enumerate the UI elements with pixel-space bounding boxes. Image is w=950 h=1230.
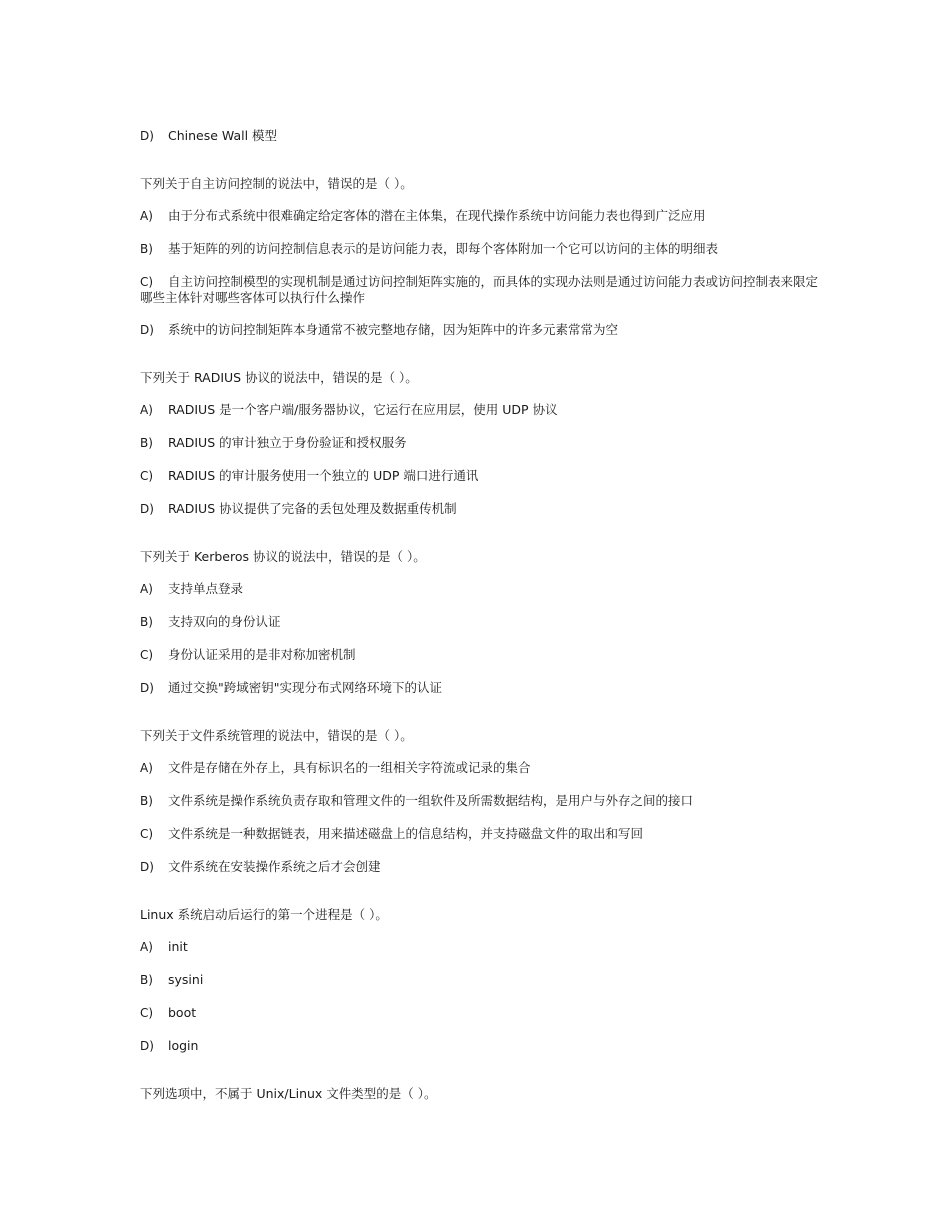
document-page	[140, 128, 820, 1118]
option-text: 文件系统是一种数据链表，用来描述磁盘上的信息结构，并支持磁盘文件的取出和写回	[168, 826, 644, 841]
option-letter: D)	[140, 681, 154, 695]
option-letter: C)	[140, 827, 154, 841]
option-c	[140, 468, 820, 484]
option-c	[140, 647, 820, 663]
question-stem: 下列关于文件系统管理的说法中，错误的是（ ）。	[140, 728, 413, 743]
option-letter: A)	[140, 209, 153, 223]
option-text: 系统中的访问控制矩阵本身通常不被完整地存储，因为矩阵中的许多元素常常为空	[168, 322, 619, 337]
option-text: Chinese Wall 模型	[168, 128, 278, 143]
question-block	[140, 549, 820, 696]
question-block	[140, 370, 820, 517]
option-b	[140, 614, 820, 630]
option-text: RADIUS 的审计独立于身份验证和授权服务	[168, 435, 407, 450]
option-a	[140, 581, 820, 597]
option-a	[140, 760, 820, 776]
option-letter: A)	[140, 582, 153, 596]
question-stem: 下列关于 Kerberos 协议的说法中，错误的是（ ）。	[140, 549, 426, 564]
option-a	[140, 939, 820, 955]
option-letter: B)	[140, 242, 153, 256]
option-text: 由于分布式系统中很难确定给定客体的潜在主体集，在现代操作系统中访问能力表也得到广泛应用	[168, 208, 706, 223]
option-text: sysini	[168, 972, 204, 987]
option-text: 基于矩阵的列的访问控制信息表示的是访问能力表，即每个客体附加一个它可以访问的主体的明细表	[168, 241, 719, 256]
option-b	[140, 793, 820, 809]
option-letter: B)	[140, 436, 153, 450]
option-text: init	[168, 939, 188, 954]
option-letter: D)	[140, 1039, 154, 1053]
option-letter: A)	[140, 761, 153, 775]
option-text: 文件是存储在外存上，具有标识名的一组相关字符流或记录的集合	[168, 760, 531, 775]
option-d	[140, 859, 820, 875]
option-letter: D)	[140, 129, 154, 143]
option-d	[140, 680, 820, 696]
question-stem: 下列关于 RADIUS 协议的说法中，错误的是（ ）。	[140, 370, 418, 385]
option-d	[140, 1038, 820, 1054]
option-c	[140, 274, 820, 306]
option-letter: C)	[140, 1006, 154, 1020]
option-text: 自主访问控制模型的实现机制是通过访问控制矩阵实施的，而具体的实现办法则是通过访问能力表或访问控制表来限定哪些主体针对哪些客体可以执行什么操作	[140, 274, 819, 305]
option-text: RADIUS 是一个客户端/服务器协议，它运行在应用层，使用 UDP 协议	[168, 402, 558, 417]
question-block	[140, 176, 820, 338]
option-text: RADIUS 协议提供了完备的丢包处理及数据重传机制	[168, 501, 457, 516]
option-text: 身份认证采用的是非对称加密机制	[168, 647, 356, 662]
option-letter: D)	[140, 860, 154, 874]
option-letter: C)	[140, 648, 154, 662]
question-block	[140, 1086, 820, 1102]
option-d	[140, 322, 820, 338]
option-text: RADIUS 的审计服务使用一个独立的 UDP 端口进行通讯	[168, 468, 479, 483]
option-letter: B)	[140, 973, 153, 987]
option-a	[140, 402, 820, 418]
question-stem: Linux 系统启动后运行的第一个进程是（ ）。	[140, 907, 388, 922]
option-letter: C)	[140, 469, 154, 483]
option-a	[140, 208, 820, 224]
option-letter: C)	[140, 275, 154, 289]
option-letter: A)	[140, 940, 153, 954]
option-text: 文件系统在安装操作系统之后才会创建	[168, 859, 381, 874]
option-text: 支持双向的身份认证	[168, 614, 281, 629]
option-letter: D)	[140, 323, 154, 337]
option-c	[140, 826, 820, 842]
option-c	[140, 1005, 820, 1021]
question-block	[140, 728, 820, 875]
option-text: 文件系统是操作系统负责存取和管理文件的一组软件及所需数据结构，是用户与外存之间的接口	[168, 793, 694, 808]
option-letter: B)	[140, 615, 153, 629]
question-block	[140, 907, 820, 1054]
option-text: 支持单点登录	[168, 581, 244, 596]
question-stem: 下列关于自主访问控制的说法中，错误的是（ ）。	[140, 176, 413, 191]
option-b	[140, 435, 820, 451]
lead-option	[140, 128, 820, 144]
option-text: login	[168, 1038, 199, 1053]
option-b	[140, 241, 820, 257]
option-letter: D)	[140, 502, 154, 516]
option-b	[140, 972, 820, 988]
option-letter: A)	[140, 403, 153, 417]
option-text: boot	[168, 1005, 197, 1020]
question-stem: 下列选项中，不属于 Unix/Linux 文件类型的是（ ）。	[140, 1086, 437, 1101]
option-letter: B)	[140, 794, 153, 808]
option-d	[140, 501, 820, 517]
option-text: 通过交换"跨域密钥"实现分布式网络环境下的认证	[168, 680, 442, 695]
